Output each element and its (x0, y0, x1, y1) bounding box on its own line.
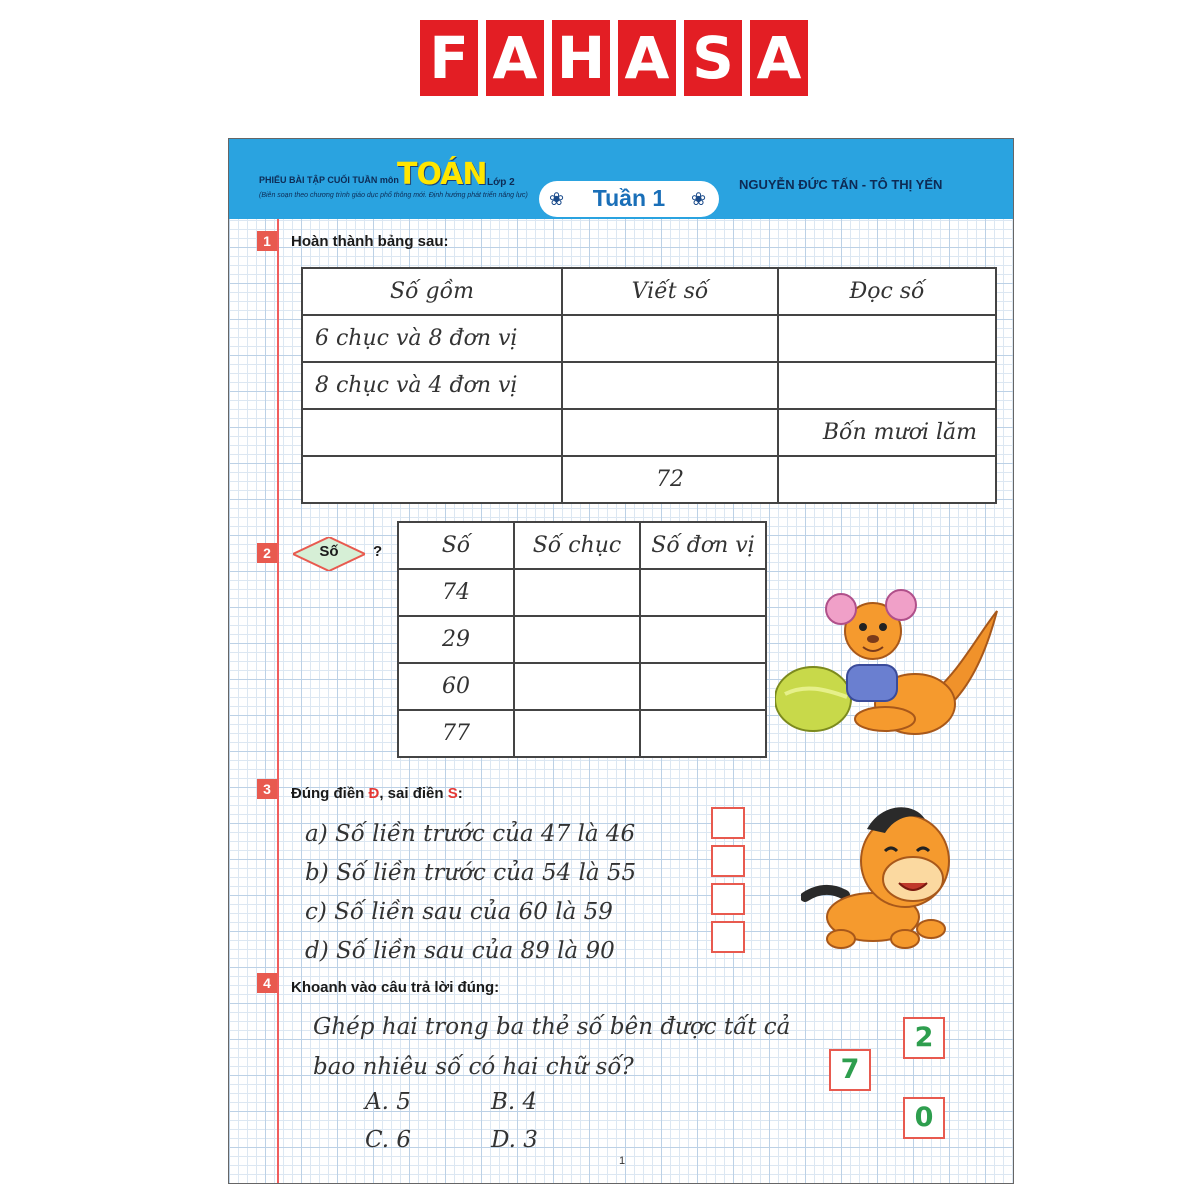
answer-cell[interactable] (778, 362, 996, 409)
answer-cell[interactable] (302, 456, 562, 503)
answer-cell[interactable] (640, 710, 766, 757)
logo-letter: A (618, 20, 676, 96)
logo-letter: A (750, 20, 808, 96)
number-card: 2 (903, 1017, 945, 1059)
swirl-icon: ❀ (549, 189, 565, 209)
statement-item: c) Số liền sau của 60 là 59 (305, 899, 613, 925)
table-row (302, 315, 996, 362)
true-mark: Đ (368, 785, 380, 802)
question-number: 1 (257, 231, 277, 251)
answer-cell[interactable] (514, 569, 640, 616)
table-cell: 8 chục và 4 đơn vị (302, 362, 562, 409)
answer-cell[interactable] (640, 569, 766, 616)
worksheet-header (229, 139, 1014, 219)
question-title: Hoàn thành bảng sau: (291, 233, 449, 250)
logo-letter: A (486, 20, 544, 96)
margin-line (277, 219, 279, 1184)
fahasa-logo (420, 20, 808, 96)
header-cell: Số đơn vị (640, 522, 766, 569)
table-cell: Bốn mươi lăm (778, 409, 996, 456)
option-d[interactable]: D. 3 (491, 1127, 538, 1153)
answer-cell[interactable] (562, 409, 778, 456)
swirl-icon: ❀ (691, 189, 707, 209)
table-row (302, 409, 996, 456)
answer-cell[interactable] (640, 616, 766, 663)
table-row (398, 569, 766, 616)
false-mark: S (447, 785, 458, 802)
week-badge (539, 181, 719, 217)
table-header-row (302, 268, 996, 315)
series-title: PHIẾU BÀI TẬP CUỐI TUẦN môn (259, 175, 399, 185)
question-text: Ghép hai trong ba thẻ số bên được tất cả bao nhiêu số có hai chữ số? (313, 1014, 791, 1080)
table-complete (301, 267, 997, 504)
number-card: 7 (829, 1049, 871, 1091)
statement-list (305, 815, 636, 971)
answer-cell[interactable] (562, 362, 778, 409)
table-cell: 77 (398, 710, 514, 757)
statement-item: b) Số liền trước của 54 là 55 (305, 860, 637, 886)
number-card: 0 (903, 1097, 945, 1139)
title-text: Đúng điền (291, 785, 369, 802)
option-a[interactable]: A. 5 (365, 1089, 411, 1115)
question-title (291, 785, 463, 802)
subject-title: TOÁN (397, 157, 487, 192)
answer-cell[interactable] (302, 409, 562, 456)
title-text: : (457, 785, 463, 802)
logo-letter: F (420, 20, 478, 96)
table-row (398, 616, 766, 663)
question-mark: ? (373, 543, 383, 560)
table-cell: 74 (398, 569, 514, 616)
logo-letter: H (552, 20, 610, 96)
title-text: , sai điền (379, 785, 448, 802)
option-b[interactable]: B. 4 (491, 1089, 538, 1115)
answer-cell[interactable] (514, 663, 640, 710)
answer-cell[interactable] (778, 456, 996, 503)
grade-label: Lớp 2 (487, 177, 515, 188)
answer-box[interactable] (711, 807, 745, 839)
header-cell: Số chục (514, 522, 640, 569)
table-header-row (398, 522, 766, 569)
header-cell: Viết số (562, 268, 778, 315)
question-number: 3 (257, 779, 277, 799)
authors: NGUYỄN ĐỨC TẤN - TÔ THỊ YẾN (739, 177, 943, 192)
header-note: (Biên soạn theo chương trình giáo dục phổ thông mới. Định hướng phát triển năng lực) (259, 192, 528, 199)
table-cell: 29 (398, 616, 514, 663)
answer-options (365, 1083, 617, 1159)
diamond-label: Số (319, 543, 339, 560)
statement-item: a) Số liền trước của 47 là 46 (305, 821, 636, 847)
table-tens-units (397, 521, 767, 758)
table-cell: 72 (562, 456, 778, 503)
worksheet-page (228, 138, 1014, 1184)
option-c[interactable]: C. 6 (365, 1127, 412, 1153)
horse-illustration (801, 799, 961, 957)
question-number: 2 (257, 543, 277, 563)
answer-box[interactable] (711, 883, 745, 915)
question-title: Khoanh vào câu trả lời đúng: (291, 979, 500, 996)
page-number: 1 (619, 1155, 626, 1167)
header-cell: Số gồm (302, 268, 562, 315)
question-number: 4 (257, 973, 277, 993)
week-label: Tuần 1 (592, 185, 666, 211)
table-row (302, 362, 996, 409)
logo-letter: S (684, 20, 742, 96)
table-row (398, 663, 766, 710)
table-cell: 60 (398, 663, 514, 710)
answer-cell[interactable] (514, 616, 640, 663)
answer-cell[interactable] (778, 315, 996, 362)
header-cell: Số (398, 522, 514, 569)
kangaroo-illustration (775, 579, 1001, 745)
answer-cell[interactable] (514, 710, 640, 757)
answer-box[interactable] (711, 845, 745, 877)
statement-item: d) Số liền sau của 89 là 90 (305, 938, 615, 964)
table-cell: 6 chục và 8 đơn vị (302, 315, 562, 362)
answer-box[interactable] (711, 921, 745, 953)
answer-cell[interactable] (640, 663, 766, 710)
header-cell: Đọc số (778, 268, 996, 315)
answer-cell[interactable] (562, 315, 778, 362)
table-row (398, 710, 766, 757)
table-row (302, 456, 996, 503)
